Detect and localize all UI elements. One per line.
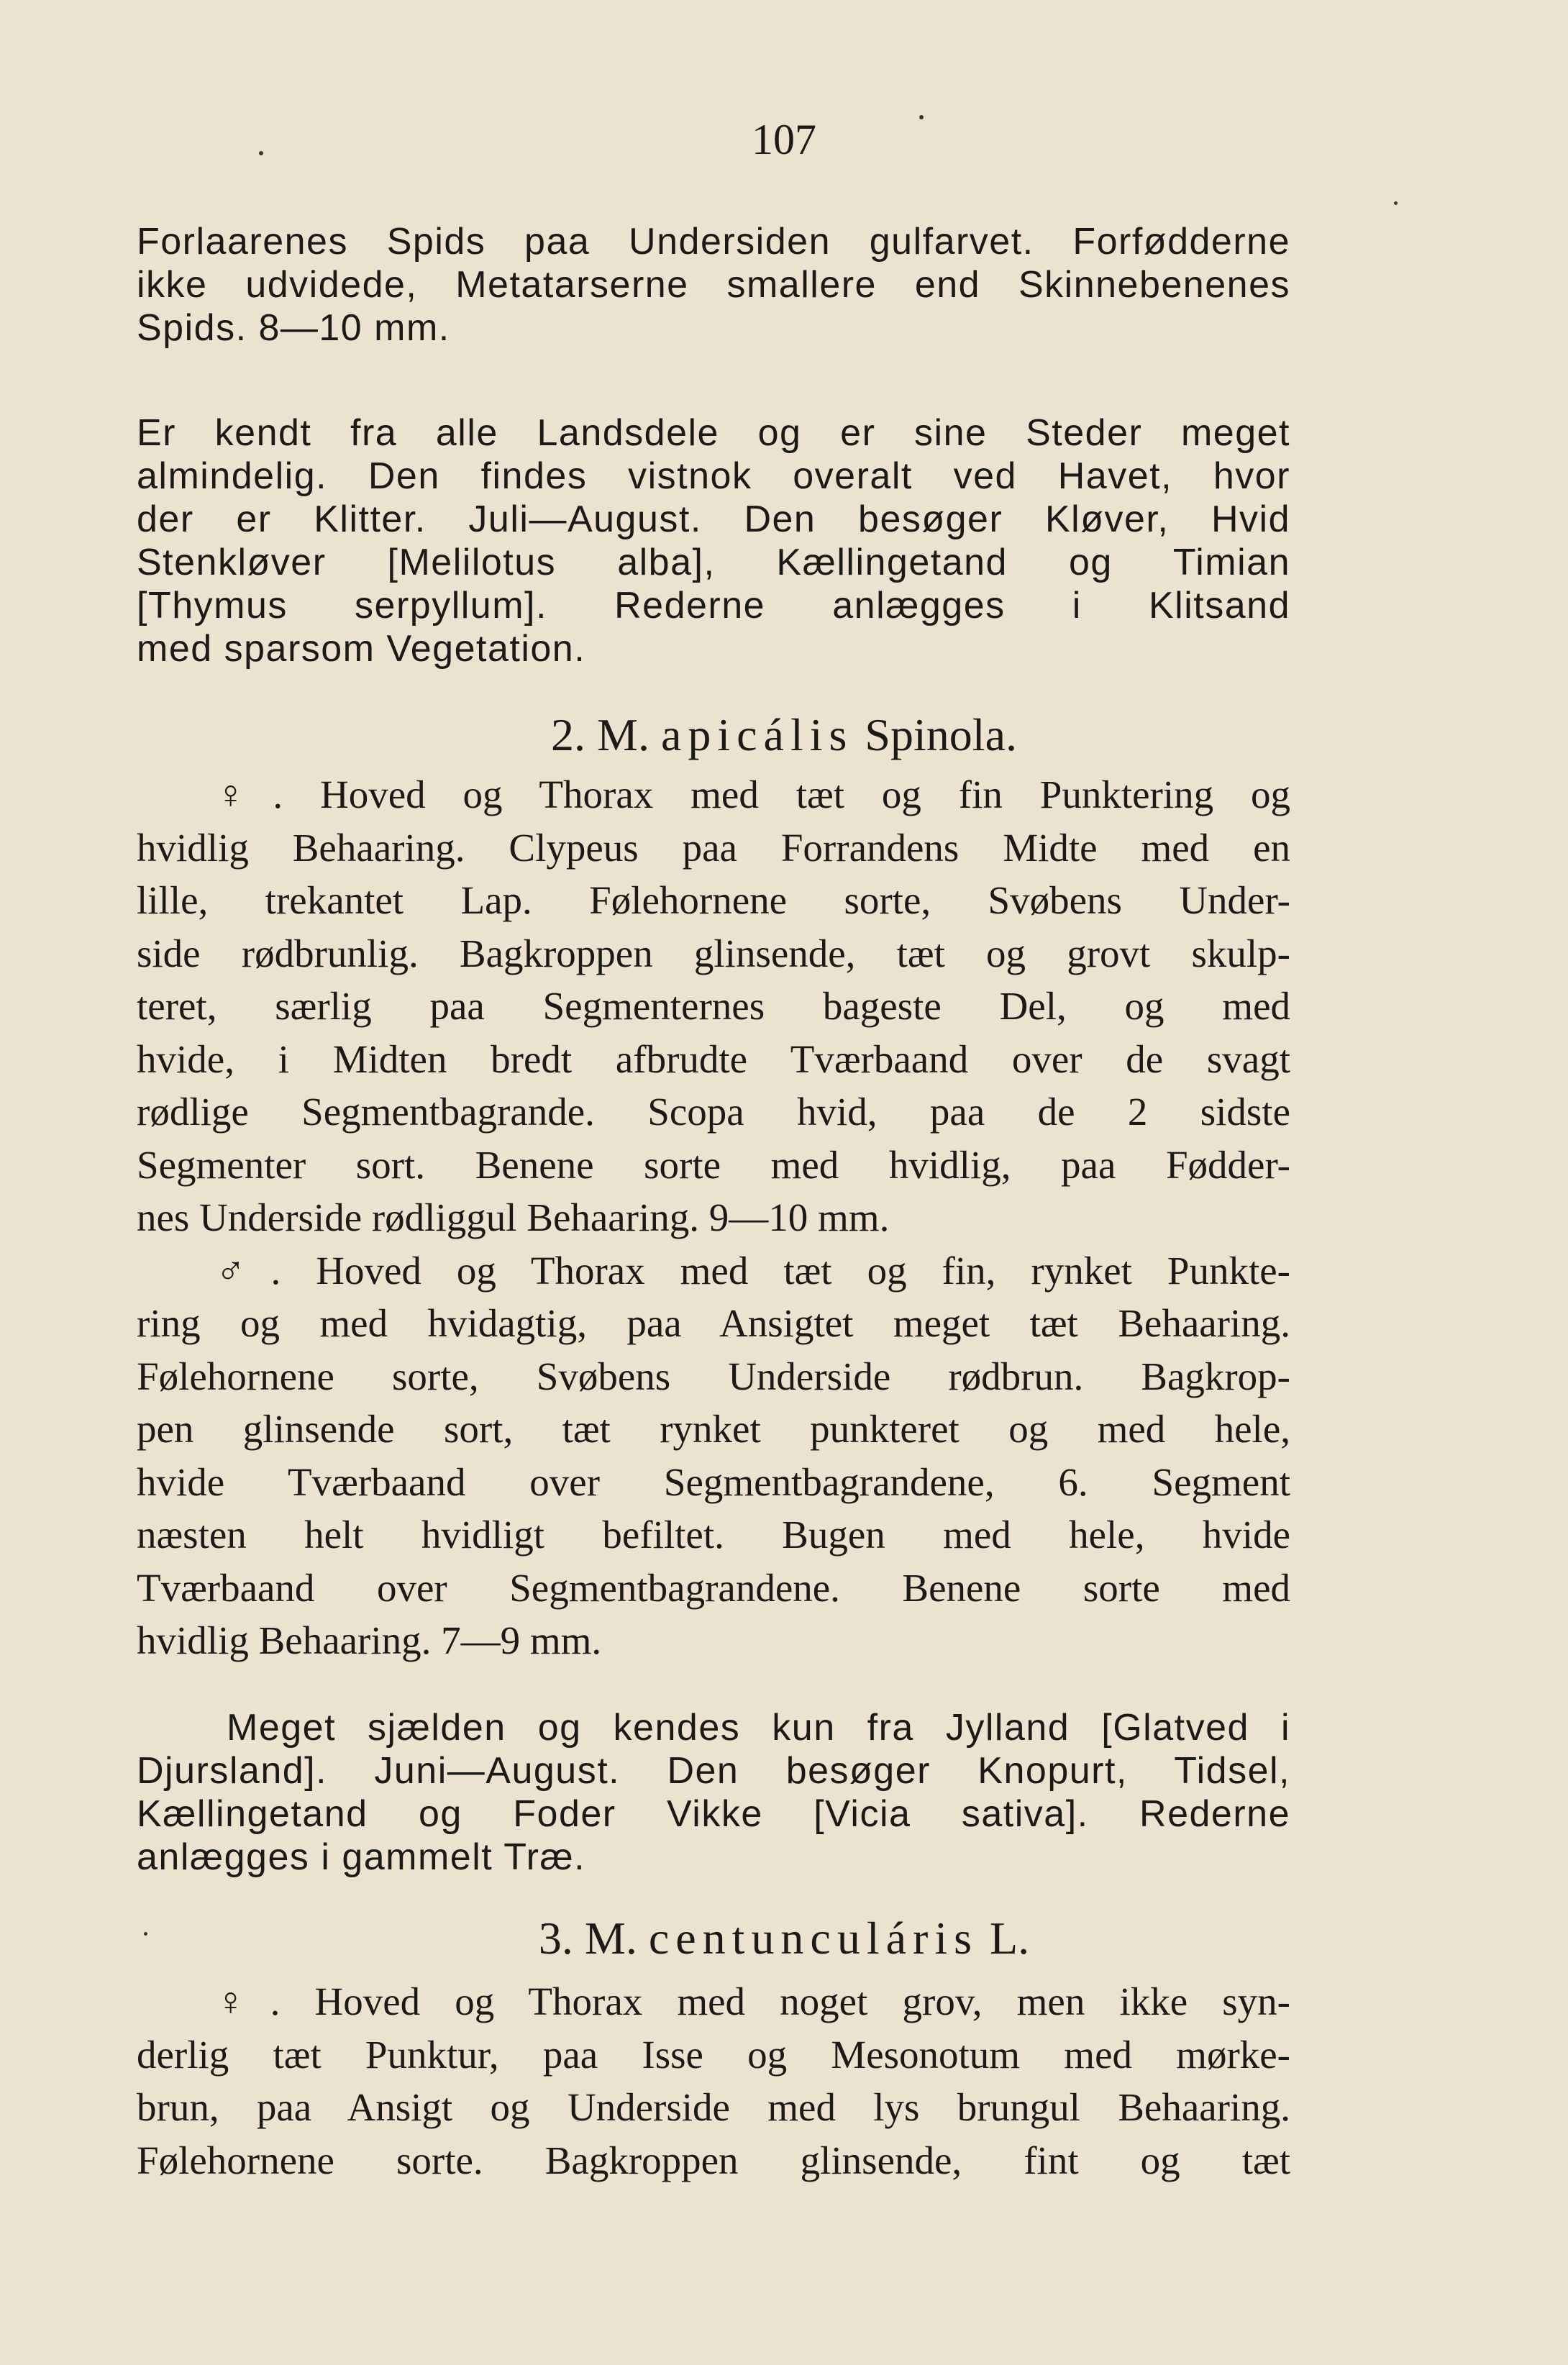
text-line: almindelig. Den findes vistnok overalt ved Havet, hvor [137, 455, 1290, 497]
text-line: ikke udvidede, Metatarserne smallere end Skinnebenenes [137, 264, 1290, 306]
text-line: ring og med hvidagtig, paa Ansigtet meget tæt Behaaring. [137, 1301, 1290, 1345]
text-line: ♂. Hoved og Thorax med tæt og fin, rynket Punkte- [216, 1248, 1290, 1293]
text-line: hvide Tværbaand over Segmentbagrandene, 6. Segment [137, 1459, 1290, 1504]
text-line: ♀. Hoved og Thorax med tæt og fin Punktering og [216, 773, 1290, 816]
text-line: Djursland]. Juni—August. Den besøger Knopurt, Tidsel, [137, 1750, 1290, 1792]
page-number: 107 [752, 116, 816, 163]
text-line: hvidlig Behaaring. Clypeus paa Forrandens Midte med en [137, 825, 1290, 870]
paragraph-distribution [137, 411, 1290, 670]
text-line: Forlaarenes Spids paa Undersiden gulfarvet. Forfødderne [137, 221, 1290, 263]
paragraph-distribution [137, 1706, 1290, 1879]
text-line: hvide, i Midten bredt afbrudte Tværbaand over de svagt [137, 1036, 1290, 1081]
text-line: der er Klitter. Juli—August. Den besøger Kløver, Hvid [137, 498, 1290, 540]
species-name: apicális [660, 709, 854, 760]
text-line: Er kendt fra alle Landsdele og er sine Steder meget [137, 412, 1290, 454]
print-speck [259, 151, 263, 155]
text-line: Tværbaand over Segmentbagrandene. Benene sorte med [137, 1565, 1290, 1610]
species-author: L. [990, 1913, 1030, 1964]
text-line: Meget sjælden og kendes kun fra Jylland [Glatved i [227, 1707, 1290, 1749]
text-line: Stenkløver [Melilotus alba], Kællingetand og Timian [137, 542, 1290, 583]
text-line: anlægges i gammelt Træ. [137, 1836, 586, 1878]
text-line: nes Underside rødliggul Behaaring. 9—10 mm. [137, 1195, 890, 1239]
text-line: ♀. Hoved og Thorax med noget grov, men ikke syn- [216, 1979, 1290, 2023]
print-speck [919, 115, 924, 119]
species-heading [0, 1912, 1568, 1965]
text-line: Kællingetand og Foder Vikke [Vicia sativa]. Rederne [137, 1793, 1290, 1835]
text-line: lille, trekantet Lap. Følehornene sorte, Svøbens Under- [137, 878, 1290, 922]
species-name: centunculáris [648, 1913, 978, 1964]
text-line: rødlige Segmentbagrande. Scopa hvid, paa de 2 sidste [137, 1090, 1290, 1134]
species-author: Spinola. [865, 709, 1017, 760]
print-speck [1394, 201, 1398, 205]
text-line: med sparsom Vegetation. [137, 628, 586, 670]
text-line: brun, paa Ansigt og Underside med lys brungul Behaaring. [137, 2085, 1290, 2129]
species-number: 2. M. [551, 709, 649, 760]
text-line: Segmenter sort. Benene sorte med hvidlig, paa Fødder- [137, 1142, 1290, 1187]
text-line: [Thymus serpyllum]. Rederne anlægges i Klitsand [137, 585, 1290, 626]
paragraph-description [137, 768, 1290, 1667]
text-line: Følehornene sorte, Svøbens Underside rødbrun. Bagkrop- [137, 1354, 1290, 1398]
text-line: næsten helt hvidligt befiltet. Bugen med hele, hvide [137, 1513, 1290, 1557]
species-number: 3. M. [538, 1913, 637, 1964]
text-line: hvidlig Behaaring. 7—9 mm. [137, 1618, 602, 1662]
print-speck [144, 1932, 147, 1936]
text-line: derlig tæt Punktur, paa Isse og Mesonotum med mørke- [137, 2032, 1290, 2077]
text-line: Følehornene sorte. Bagkroppen glinsende, fint og tæt [137, 2138, 1290, 2182]
text-line: pen glinsende sort, tæt rynket punkteret og med hele, [137, 1407, 1290, 1451]
species-heading [0, 708, 1568, 762]
paragraph-description [137, 1975, 1290, 2187]
text-line: side rødbrunlig. Bagkroppen glinsende, tæt og grovt skulp- [137, 931, 1290, 975]
paragraph-continuation [137, 220, 1290, 350]
text-line: Spids. 8—10 mm. [137, 307, 450, 349]
text-line: teret, særlig paa Segmenternes bageste Del, og med [137, 984, 1290, 1028]
